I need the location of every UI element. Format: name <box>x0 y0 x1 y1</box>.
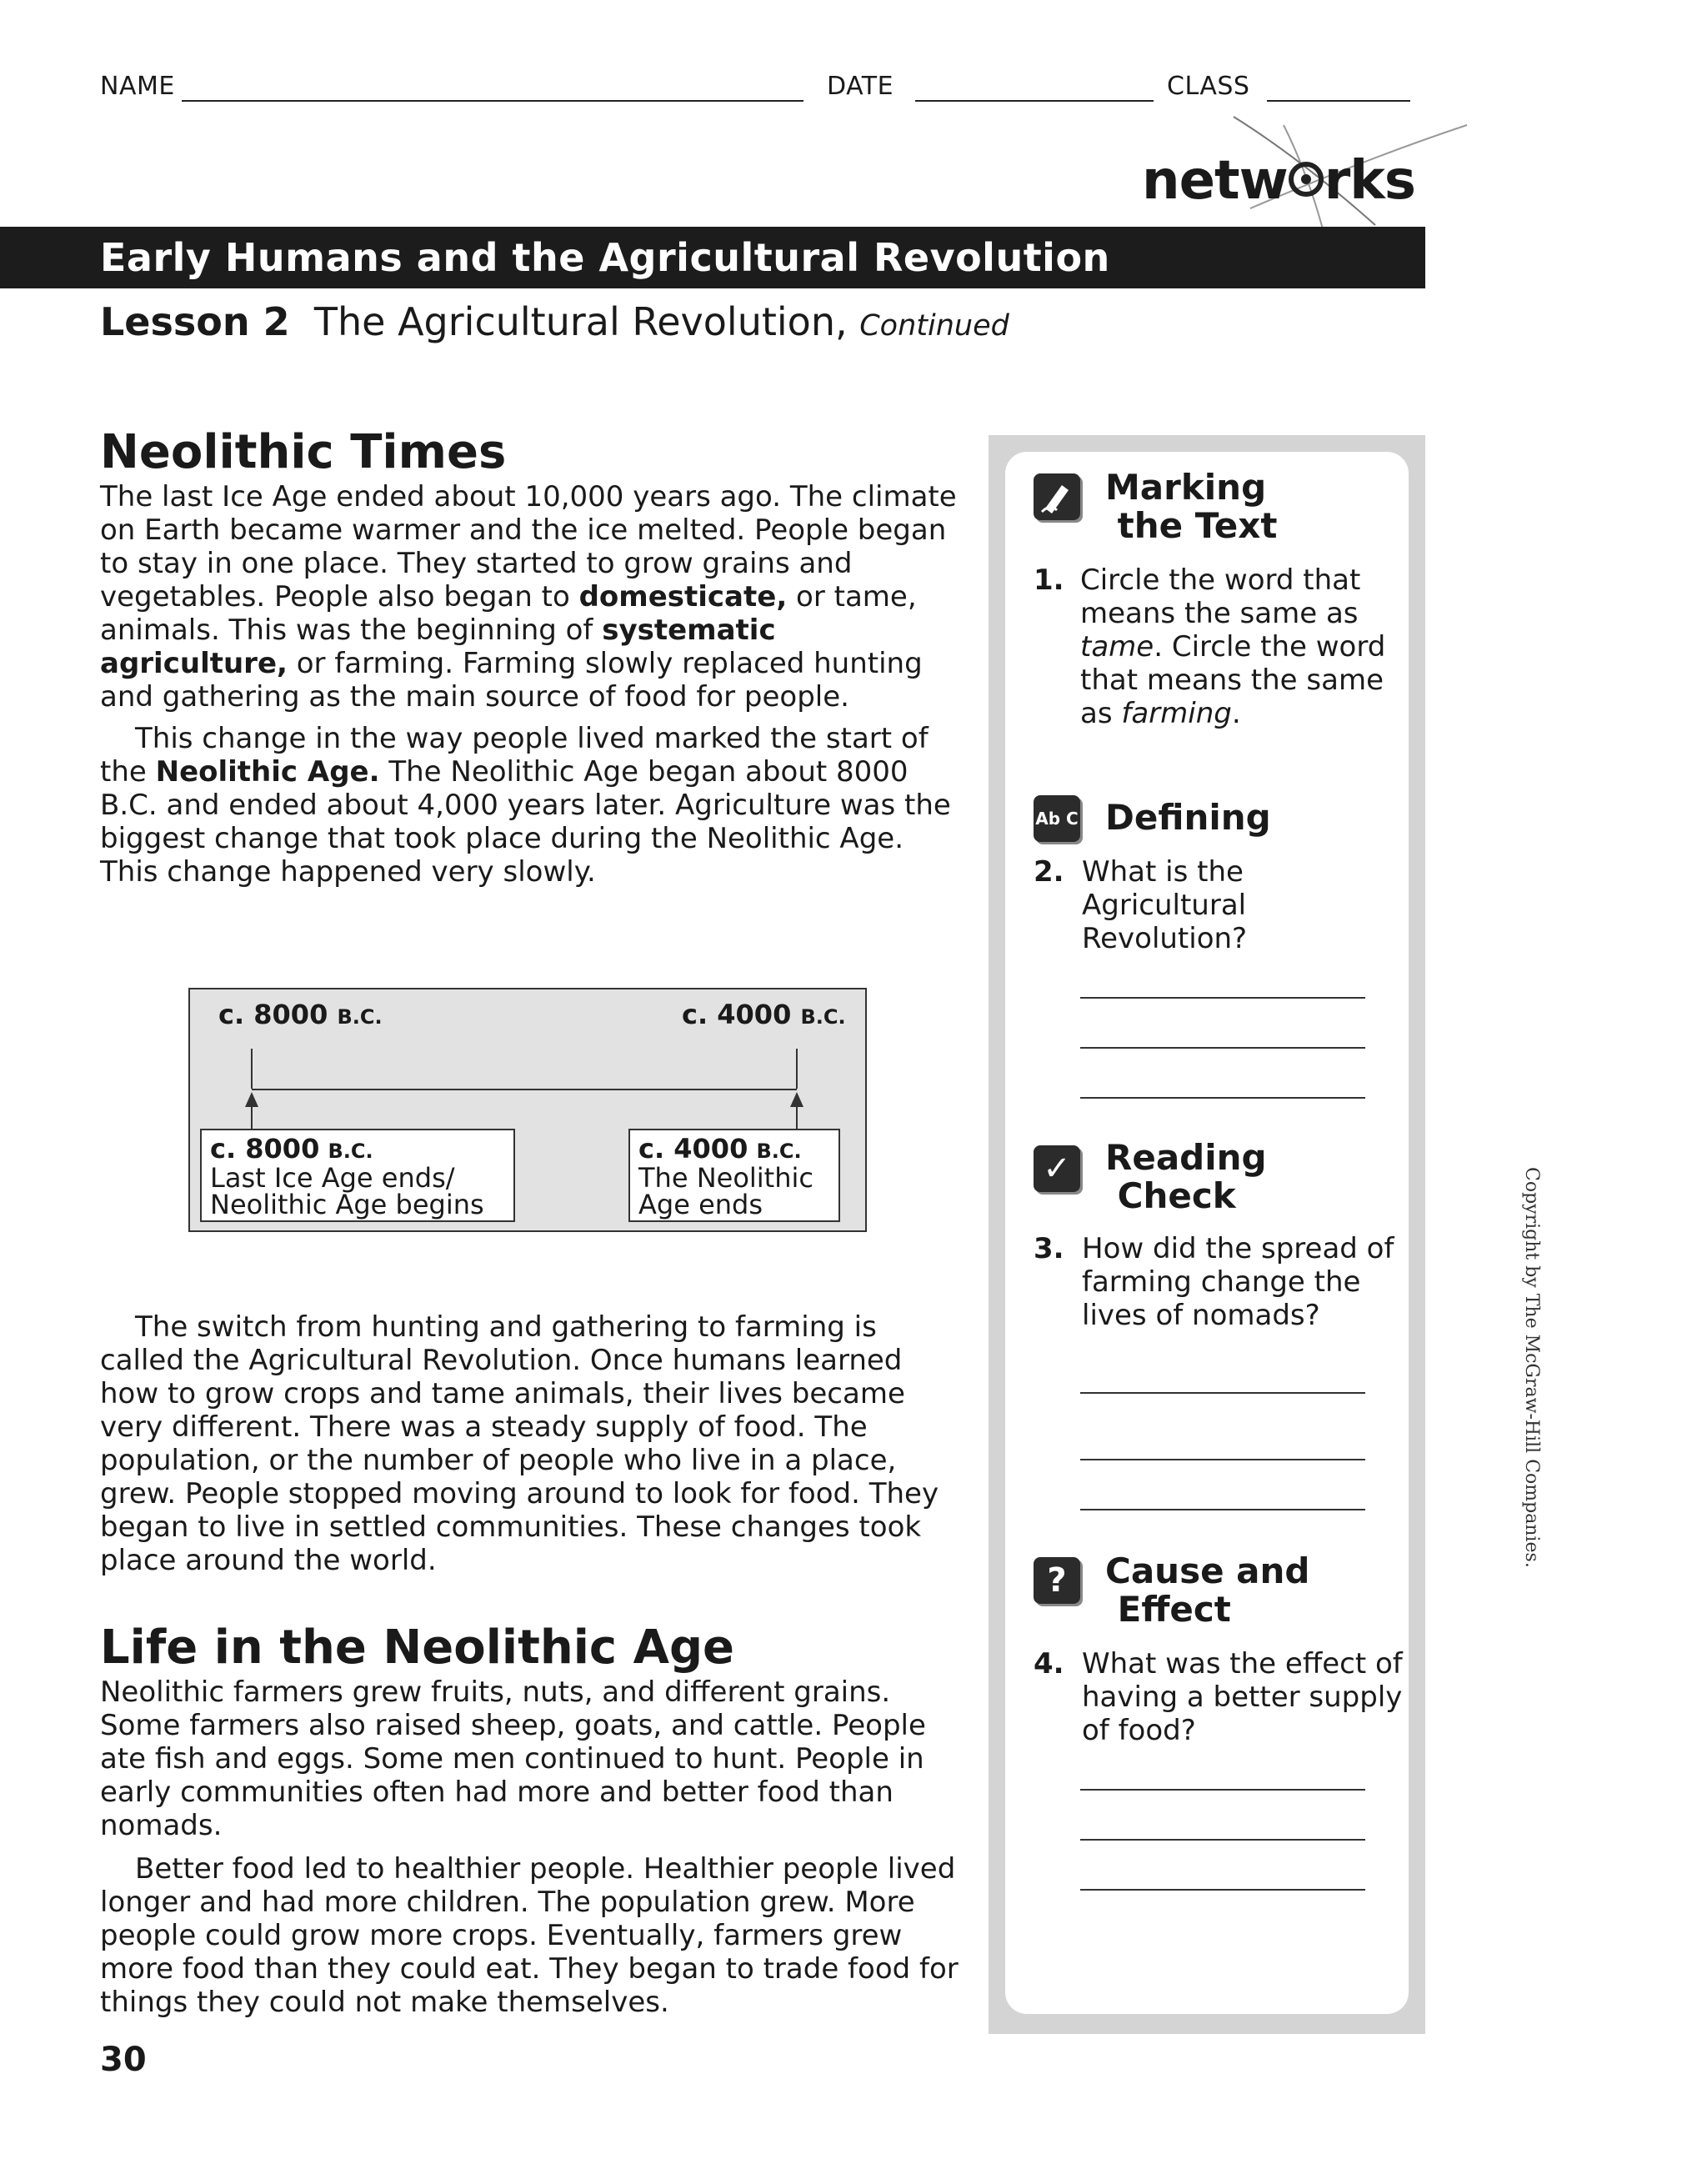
timeline-tick <box>251 1049 253 1089</box>
cause-effect-heading: Cause and Effect <box>1105 1550 1310 1630</box>
question-3: How did the spread of farming change the lives of nomads? <box>1082 1232 1394 1332</box>
check-icon: ✓ <box>1034 1145 1080 1192</box>
question-number: 3. <box>1034 1232 1064 1265</box>
question-number: 2. <box>1034 855 1064 889</box>
timeline-connector <box>251 1105 253 1129</box>
pen-icon <box>1034 473 1080 520</box>
defining-icon: Ab C <box>1034 795 1080 842</box>
date-label: DATE <box>827 72 894 101</box>
answer-line[interactable] <box>1080 1839 1365 1841</box>
answer-line[interactable] <box>1080 997 1365 999</box>
timeline-start-date: c. 8000 B.C. <box>218 999 383 1030</box>
class-field[interactable] <box>1267 100 1410 102</box>
neolithic-times-text <box>100 480 967 889</box>
marking-text-icon <box>1034 473 1080 520</box>
lesson-title: Lesson 2 The Agricultural Revolution, Continued <box>100 299 1009 344</box>
page-number: 30 <box>100 2041 147 2079</box>
answer-line[interactable] <box>1080 1509 1365 1510</box>
question-mark-icon: ? <box>1034 1557 1080 1604</box>
question-4: What was the effect of having a better supply of food? <box>1082 1647 1403 1747</box>
paragraph: The switch from hunting and gathering to farming is called the Agricultural Revolution. Once humans learned how to grow crops and tame animals, their lives became very different. There was a steady supply of food. The population, or the number of people who live in a place, grew. People stopped moving around to look for food. They began to live in settled communities. These changes took place around the world. <box>100 1310 939 1577</box>
life-neolithic-text <box>100 1676 967 2019</box>
question-1: Circle the word that means the same as tame. Circle the word that means the same as farming. <box>1080 564 1386 730</box>
agricultural-revolution-text <box>100 1310 967 1577</box>
timeline-end-date: c. 4000 B.C. <box>682 999 846 1030</box>
timeline-event-start: c. 8000 B.C. Last Ice Age ends/ Neolithic Age begins <box>200 1129 515 1222</box>
chapter-title: Early Humans and the Agricultural Revolution <box>100 235 1110 280</box>
marking-text-heading: Marking the Text <box>1105 467 1278 546</box>
paragraph: This change in the way people lived marked the start of the Neolithic Age. The Neolithic Age began about 8000 B.C. and ended about 4,000 years later. Agriculture was the biggest change that took place during the Neolithic Age. This change happened very slowly. <box>100 722 951 889</box>
class-label: CLASS <box>1167 72 1250 101</box>
question-number: 1. <box>1034 564 1064 597</box>
timeline-event-end: c. 4000 B.C. The Neolithic Age ends <box>628 1129 840 1222</box>
timeline-tick <box>796 1049 798 1089</box>
networks-logo: netw rks <box>1142 150 1415 212</box>
name-label: NAME <box>100 72 175 101</box>
answer-line[interactable] <box>1080 1789 1365 1791</box>
question-2: What is the Agricultural Revolution? <box>1082 855 1248 955</box>
paragraph: Neolithic farmers grew fruits, nuts, and different grains. Some farmers also raised sheep, goats, and cattle. People ate fish and eggs. Some men continued to hunt. People in early communities often had more and better food than nomads. <box>100 1676 926 1842</box>
defining-heading: Defining <box>1105 797 1271 838</box>
section-heading-life-neolithic-age: Life in the Neolithic Age <box>100 1620 735 1675</box>
question-number: 4. <box>1034 1647 1064 1681</box>
answer-line[interactable] <box>1080 1889 1365 1891</box>
reading-check-heading: Reading Check <box>1105 1137 1267 1216</box>
date-field[interactable] <box>915 100 1154 102</box>
name-field[interactable] <box>182 100 803 102</box>
timeline-connector <box>796 1105 798 1129</box>
answer-line[interactable] <box>1080 1459 1365 1460</box>
section-heading-neolithic-times: Neolithic Times <box>100 425 507 479</box>
paragraph: Better food led to healthier people. Healthier people lived longer and had more children. The population grew. More people could grow more crops. Eventually, farmers grew more food than they could eat. They began to trade food for things they could not make themselves. <box>100 1852 959 2019</box>
copyright-notice: Copyright by The McGraw-Hill Companies. <box>1521 1167 1542 1568</box>
globe-icon <box>1289 162 1324 197</box>
answer-line[interactable] <box>1080 1047 1365 1049</box>
answer-line[interactable] <box>1080 1097 1365 1099</box>
answer-line[interactable] <box>1080 1392 1365 1394</box>
timeline-axis <box>252 1089 797 1090</box>
paragraph: The last Ice Age ended about 10,000 years ago. The climate on Earth became warmer and the ice melted. People began to stay in one place. They started to grow grains and vegetables. People also began to domesticate, or tame, animals. This was the beginning of systematic agriculture, or farming. Farming slowly replaced hunting and gathering as the main source of food for people. <box>100 480 957 714</box>
